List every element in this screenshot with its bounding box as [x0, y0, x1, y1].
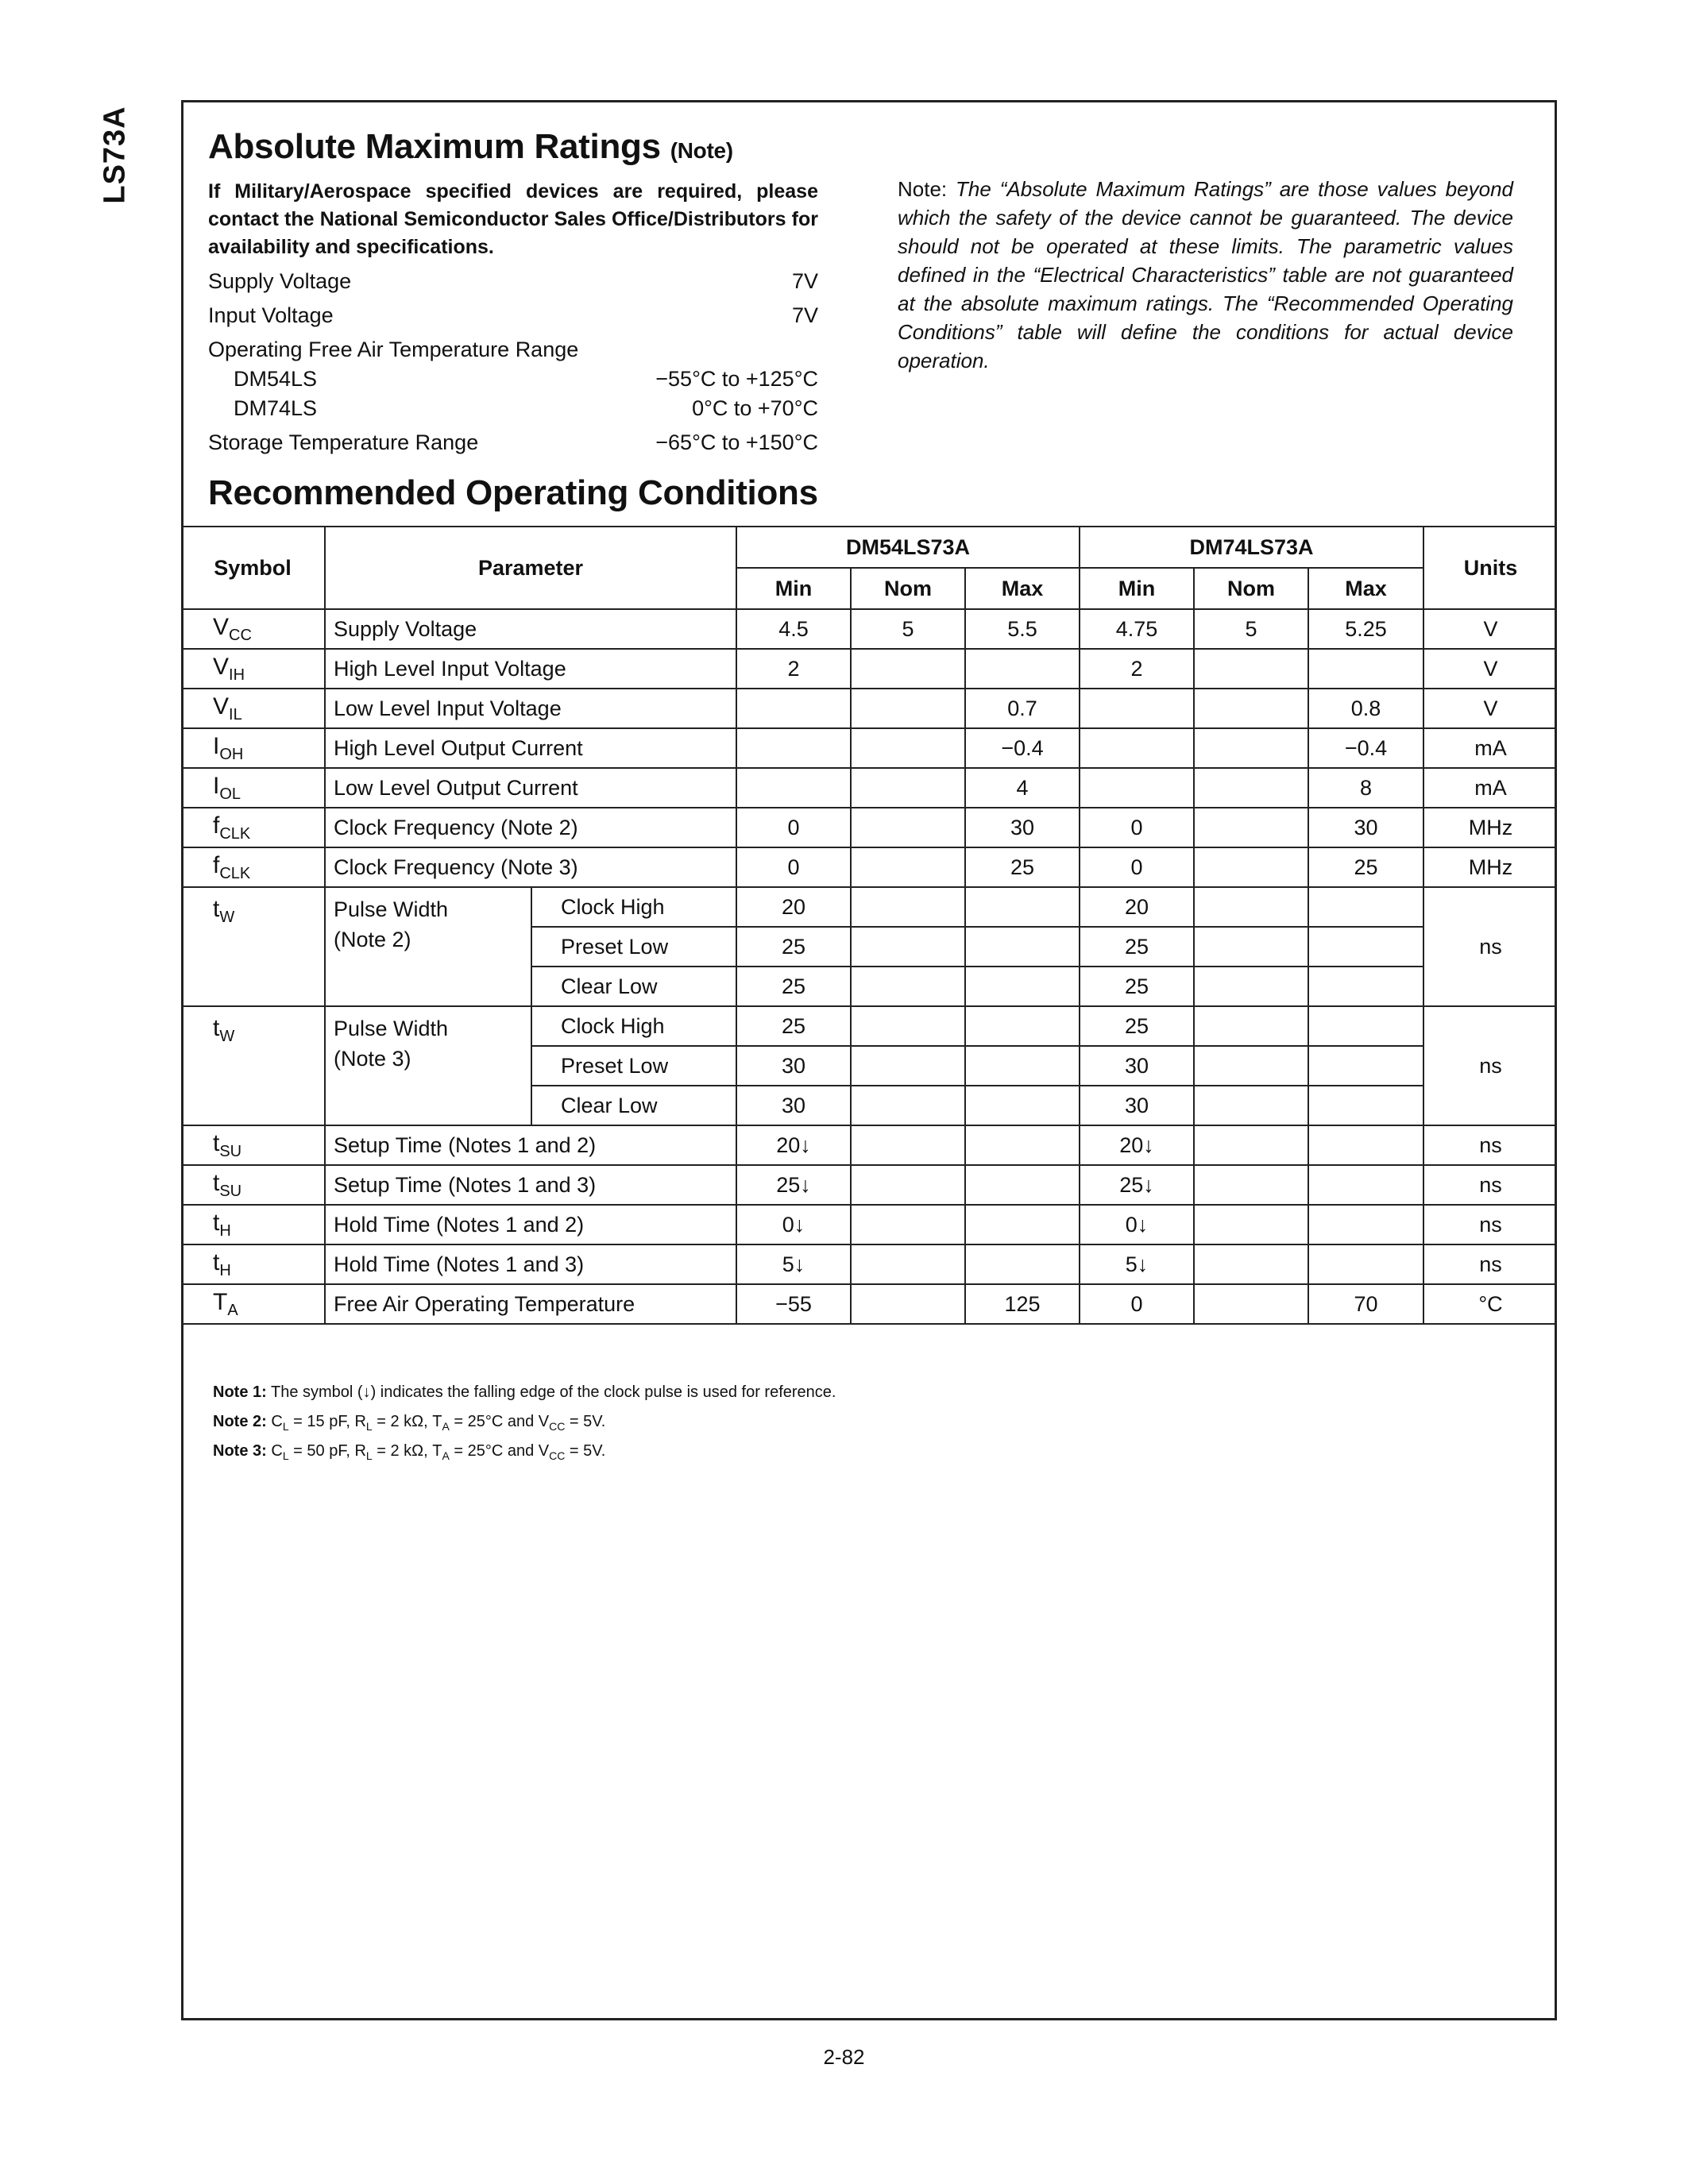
footnote-label: Note 3: — [213, 1442, 267, 1460]
amr-title-text: Absolute Maximum Ratings — [208, 127, 661, 166]
symbol-base: t — [213, 1169, 220, 1196]
cell-value — [1194, 1125, 1308, 1165]
amr-value: −65°C to +150°C — [655, 430, 818, 454]
roc-header-row — [181, 527, 1557, 568]
cell-parameter: Clock Frequency (Note 3) — [325, 847, 736, 887]
cell-value: 25 — [736, 1006, 851, 1046]
cell-value — [851, 887, 965, 927]
table-row — [181, 847, 1557, 887]
cell-value — [736, 768, 851, 808]
cell-subparameter: Clear Low — [531, 967, 736, 1006]
param-line: (Note 2) — [334, 928, 411, 951]
col-header-nom: Nom — [1194, 568, 1308, 609]
cell-value — [851, 808, 965, 847]
cell-value: 25 — [1080, 927, 1194, 967]
cell-value — [1194, 728, 1308, 768]
cell-value: 30 — [1308, 808, 1423, 847]
symbol-base: I — [213, 772, 220, 799]
cell-parameter: Clock Frequency (Note 2) — [325, 808, 736, 847]
symbol-base: T — [213, 1288, 228, 1315]
amr-title-note: (Note) — [670, 138, 733, 163]
amr-value: −55°C to +125°C — [655, 367, 818, 391]
cell-value — [1308, 1046, 1423, 1086]
cell-value: 0↓ — [736, 1205, 851, 1244]
cell-symbol — [181, 1006, 325, 1125]
roc-table — [181, 526, 1557, 1325]
cell-value — [965, 1244, 1080, 1284]
cell-value: 0 — [736, 847, 851, 887]
amr-label: Storage Temperature Range — [208, 430, 479, 454]
table-row — [181, 887, 1557, 927]
col-header-min: Min — [736, 568, 851, 609]
cell-value — [1080, 768, 1194, 808]
footnote-text: $C_L = 50$ pF, $R_L = 2$ kΩ, $T_A = 25^\circ C$ and $V_{CC} = 5V$. — [271, 1442, 606, 1462]
cell-value: 25 — [965, 847, 1080, 887]
cell-value: 4.5 — [736, 609, 851, 649]
symbol-base: t — [213, 1015, 220, 1041]
cell-value — [851, 689, 965, 728]
amr-note-body: The “Absolute Maximum Ratings” are those values beyond which the safety of the device cannot be guaranteed. The device should not be operated at these limits. The parametric values defined in the “Electrical Characteristics” table are not guaranteed at the absolute maximum ratings. The “Recommended Operating Conditions” table will define the conditions for actual device operation. — [898, 177, 1513, 372]
symbol-base: f — [213, 812, 220, 839]
cell-unit: ns — [1423, 1125, 1557, 1165]
table-row — [181, 1284, 1557, 1324]
cell-value — [1308, 1165, 1423, 1205]
cell-value: 20↓ — [1080, 1125, 1194, 1165]
cell-value: 5↓ — [736, 1244, 851, 1284]
cell-value — [1194, 1006, 1308, 1046]
cell-value — [965, 1125, 1080, 1165]
amr-note — [898, 175, 1513, 375]
cell-value: 5.25 — [1308, 609, 1423, 649]
cell-value — [851, 927, 965, 967]
col-header-parameter: Parameter — [325, 527, 736, 609]
symbol-subscript: A — [227, 1301, 238, 1319]
cell-value: 30 — [736, 1046, 851, 1086]
table-row — [181, 1244, 1557, 1284]
symbol-subscript: H — [219, 1221, 231, 1240]
cell-value — [965, 1165, 1080, 1205]
cell-value — [851, 1006, 965, 1046]
symbol-base: f — [213, 851, 220, 878]
cell-value — [965, 887, 1080, 927]
cell-value — [1308, 1006, 1423, 1046]
footnote-text: The symbol (↓) indicates the falling edge of the clock pulse is used for reference. — [271, 1383, 836, 1401]
cell-parameter: High Level Input Voltage — [325, 649, 736, 689]
cell-value — [1194, 649, 1308, 689]
table-row — [181, 649, 1557, 689]
cell-parameter: Low Level Input Voltage — [325, 689, 736, 728]
amr-warning: If Military/Aerospace specified devices are required, please contact the National Semiconductor Sales Office/Distributors for availability and specifications. — [208, 180, 818, 258]
cell-symbol — [181, 1284, 325, 1324]
col-header-units: Units — [1423, 527, 1557, 609]
amr-label: Supply Voltage — [208, 269, 352, 293]
symbol-base: V — [213, 693, 230, 720]
cell-value: −0.4 — [965, 728, 1080, 768]
cell-parameter: Supply Voltage — [325, 609, 736, 649]
col-header-max: Max — [965, 568, 1080, 609]
col-header-dm54: DM54LS73A — [736, 527, 1080, 568]
cell-value — [1308, 1086, 1423, 1125]
cell-value — [1080, 728, 1194, 768]
table-row — [181, 609, 1557, 649]
cell-value — [851, 768, 965, 808]
cell-parameter: Setup Time (Notes 1 and 2) — [325, 1125, 736, 1165]
cell-value: 2 — [1080, 649, 1194, 689]
symbol-base: t — [213, 1129, 220, 1156]
amr-label: Input Voltage — [208, 303, 334, 327]
table-row — [181, 768, 1557, 808]
cell-value: 25 — [1308, 847, 1423, 887]
symbol-subscript: IH — [229, 666, 245, 684]
cell-value — [1194, 1284, 1308, 1324]
cell-symbol — [181, 649, 325, 689]
cell-symbol — [181, 808, 325, 847]
table-row — [181, 1205, 1557, 1244]
cell-parameter: Low Level Output Current — [325, 768, 736, 808]
table-row — [181, 808, 1557, 847]
cell-value — [1308, 887, 1423, 927]
cell-value: 20 — [1080, 887, 1194, 927]
cell-value — [1194, 1086, 1308, 1125]
cell-value: 25↓ — [1080, 1165, 1194, 1205]
cell-value: 20 — [736, 887, 851, 927]
col-header-symbol: Symbol — [181, 527, 325, 609]
param-line: (Note 3) — [334, 1047, 411, 1071]
symbol-base: t — [213, 896, 220, 922]
cell-value — [1194, 689, 1308, 728]
cell-value — [1308, 1125, 1423, 1165]
cell-unit: MHz — [1423, 808, 1557, 847]
table-row — [181, 728, 1557, 768]
cell-value: 4 — [965, 768, 1080, 808]
footnote-text: $C_L = 15$ pF, $R_L = 2$ kΩ, $T_A = 25^\circ C$ and $V_{CC} = 5V$. — [271, 1413, 606, 1433]
symbol-subscript: H — [219, 1261, 231, 1279]
cell-parameter: Hold Time (Notes 1 and 2) — [325, 1205, 736, 1244]
cell-value — [1194, 927, 1308, 967]
cell-value — [1194, 1205, 1308, 1244]
cell-value: 2 — [736, 649, 851, 689]
cell-value — [851, 1165, 965, 1205]
cell-value: 30 — [965, 808, 1080, 847]
amr-label: DM54LS — [234, 367, 318, 391]
symbol-subscript: SU — [219, 1182, 242, 1200]
cell-value — [1194, 967, 1308, 1006]
cell-symbol — [181, 728, 325, 768]
cell-parameter — [325, 887, 531, 1006]
col-header-nom: Nom — [851, 568, 965, 609]
cell-symbol — [181, 609, 325, 649]
cell-parameter: Setup Time (Notes 1 and 3) — [325, 1165, 736, 1205]
cell-value: 30 — [1080, 1086, 1194, 1125]
cell-value — [851, 649, 965, 689]
cell-value — [1080, 689, 1194, 728]
cell-value: 0 — [1080, 808, 1194, 847]
footnote-3 — [213, 1441, 605, 1466]
symbol-subscript: W — [219, 1028, 235, 1045]
footnote-label: Note 1: — [213, 1383, 267, 1401]
cell-value — [1194, 1165, 1308, 1205]
cell-value — [1308, 649, 1423, 689]
cell-value — [965, 1046, 1080, 1086]
symbol-base: I — [213, 732, 220, 759]
cell-unit: MHz — [1423, 847, 1557, 887]
cell-subparameter: Clear Low — [531, 1086, 736, 1125]
cell-value — [1194, 887, 1308, 927]
symbol-base: t — [213, 1248, 220, 1275]
symbol-subscript: CC — [229, 626, 252, 644]
cell-value: 25 — [1080, 1006, 1194, 1046]
param-line: Pulse Width — [334, 1017, 449, 1040]
cell-symbol — [181, 768, 325, 808]
table-row — [181, 689, 1557, 728]
cell-value — [1194, 808, 1308, 847]
cell-symbol — [181, 847, 325, 887]
cell-value: 4.75 — [1080, 609, 1194, 649]
cell-value — [1308, 1205, 1423, 1244]
amr-row — [208, 430, 818, 457]
cell-symbol — [181, 1205, 325, 1244]
cell-value — [851, 1284, 965, 1324]
cell-value — [851, 1244, 965, 1284]
cell-value — [965, 1006, 1080, 1046]
symbol-subscript: IL — [229, 705, 242, 723]
cell-unit: V — [1423, 689, 1557, 728]
cell-value — [965, 649, 1080, 689]
amr-row — [208, 303, 818, 330]
symbol-base: V — [213, 613, 230, 640]
cell-value: −55 — [736, 1284, 851, 1324]
cell-value: 30 — [736, 1086, 851, 1125]
cell-unit: mA — [1423, 768, 1557, 808]
cell-value — [1308, 927, 1423, 967]
param-line: Pulse Width — [334, 897, 449, 921]
cell-value — [1308, 1244, 1423, 1284]
cell-unit: ns — [1423, 887, 1557, 1006]
cell-unit: ns — [1423, 1165, 1557, 1205]
cell-value — [1308, 967, 1423, 1006]
cell-value: 25↓ — [736, 1165, 851, 1205]
cell-value: 125 — [965, 1284, 1080, 1324]
cell-value: −0.4 — [1308, 728, 1423, 768]
amr-value: 0°C to +70°C — [692, 396, 818, 420]
col-header-max: Max — [1308, 568, 1423, 609]
cell-value — [851, 728, 965, 768]
cell-symbol — [181, 1125, 325, 1165]
cell-unit: V — [1423, 649, 1557, 689]
cell-parameter: Free Air Operating Temperature — [325, 1284, 736, 1324]
cell-subparameter: Clock High — [531, 1006, 736, 1046]
cell-value — [965, 1086, 1080, 1125]
cell-unit: ns — [1423, 1244, 1557, 1284]
cell-value: 30 — [1080, 1046, 1194, 1086]
cell-value: 0 — [1080, 847, 1194, 887]
table-row — [181, 1165, 1557, 1205]
cell-unit: ns — [1423, 1205, 1557, 1244]
amr-row — [208, 269, 818, 296]
cell-value — [851, 967, 965, 1006]
cell-value — [851, 847, 965, 887]
cell-value — [736, 728, 851, 768]
cell-value: 0 — [736, 808, 851, 847]
symbol-base: V — [213, 653, 230, 680]
amr-value: 7V — [791, 269, 818, 293]
cell-value: 0↓ — [1080, 1205, 1194, 1244]
cell-symbol — [181, 1165, 325, 1205]
symbol-subscript: OH — [219, 745, 244, 763]
cell-value — [851, 1205, 965, 1244]
cell-symbol — [181, 887, 325, 1006]
amr-row — [208, 338, 818, 365]
cell-unit: ns — [1423, 1006, 1557, 1125]
col-header-min: Min — [1080, 568, 1194, 609]
cell-value — [965, 927, 1080, 967]
table-row — [181, 1006, 1557, 1046]
cell-value: 0.8 — [1308, 689, 1423, 728]
cell-unit: °C — [1423, 1284, 1557, 1324]
amr-row — [208, 396, 818, 423]
symbol-subscript: SU — [219, 1142, 242, 1160]
cell-value: 25 — [1080, 967, 1194, 1006]
symbol-subscript: CLK — [219, 824, 251, 843]
cell-symbol — [181, 689, 325, 728]
cell-parameter — [325, 1006, 531, 1125]
cell-value — [965, 1205, 1080, 1244]
amr-label: Operating Free Air Temperature Range — [208, 338, 579, 361]
cell-value — [851, 1125, 965, 1165]
amr-value: 7V — [791, 303, 818, 327]
footnote-1 — [213, 1382, 836, 1403]
symbol-base: t — [213, 1209, 220, 1236]
cell-subparameter: Preset Low — [531, 1046, 736, 1086]
cell-value: 5 — [1194, 609, 1308, 649]
cell-value: 25 — [736, 967, 851, 1006]
amr-title — [208, 127, 733, 167]
amr-label: DM74LS — [234, 396, 318, 420]
cell-value: 5 — [851, 609, 965, 649]
cell-value: 8 — [1308, 768, 1423, 808]
symbol-subscript: CLK — [219, 864, 251, 882]
cell-value — [1194, 768, 1308, 808]
table-row — [181, 1125, 1557, 1165]
cell-value — [1194, 1244, 1308, 1284]
symbol-subscript: OL — [219, 785, 241, 803]
cell-value — [1194, 1046, 1308, 1086]
cell-value: 5.5 — [965, 609, 1080, 649]
side-part-label: LS73A — [98, 106, 132, 204]
cell-value: 0 — [1080, 1284, 1194, 1324]
roc-title: Recommended Operating Conditions — [208, 473, 818, 512]
cell-value: 25 — [736, 927, 851, 967]
cell-parameter: High Level Output Current — [325, 728, 736, 768]
cell-symbol — [181, 1244, 325, 1284]
cell-value — [851, 1086, 965, 1125]
cell-unit: V — [1423, 609, 1557, 649]
cell-subparameter: Preset Low — [531, 927, 736, 967]
cell-value — [851, 1046, 965, 1086]
cell-value — [1194, 847, 1308, 887]
footnote-label: Note 2: — [213, 1413, 267, 1430]
cell-value: 20↓ — [736, 1125, 851, 1165]
amr-row — [208, 367, 818, 394]
cell-parameter: Hold Time (Notes 1 and 3) — [325, 1244, 736, 1284]
cell-value: 70 — [1308, 1284, 1423, 1324]
col-header-dm74: DM74LS73A — [1080, 527, 1423, 568]
cell-value — [965, 967, 1080, 1006]
footnote-2 — [213, 1411, 605, 1437]
symbol-subscript: W — [219, 909, 235, 926]
page-number: 2-82 — [823, 2045, 865, 2069]
cell-value: 5↓ — [1080, 1244, 1194, 1284]
cell-value — [736, 689, 851, 728]
cell-subparameter: Clock High — [531, 887, 736, 927]
cell-unit: mA — [1423, 728, 1557, 768]
amr-note-lead: Note: — [898, 177, 948, 201]
cell-value: 0.7 — [965, 689, 1080, 728]
